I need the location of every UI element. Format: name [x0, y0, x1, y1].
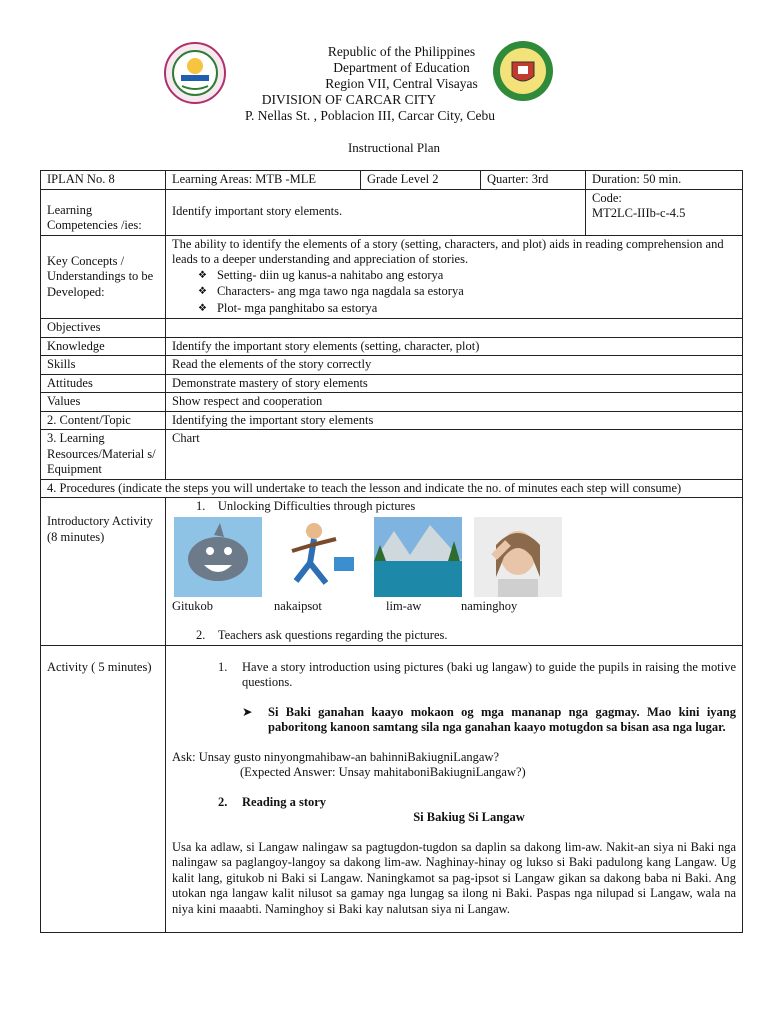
- values-value: Show respect and cooperation: [166, 393, 743, 412]
- caption-naminghoy: naminghoy: [461, 598, 518, 613]
- header-department: Department of Education: [333, 60, 470, 75]
- table-row: [41, 235, 743, 319]
- table-row: [41, 393, 743, 412]
- picture-row: [174, 517, 736, 597]
- key-concepts-list: [172, 268, 736, 318]
- competency-code-cell: [586, 189, 743, 235]
- activity-cell: [166, 645, 743, 933]
- activity-expected: (Expected Answer: Unsay mahitaboniBakiugniLangaw?): [240, 765, 526, 779]
- table-row: [41, 479, 743, 498]
- intro-step-2: 2. Teachers ask questions regarding the pictures.: [196, 628, 448, 642]
- intro-label: [41, 498, 166, 646]
- competency-value: Identify important story elements.: [166, 189, 586, 235]
- procedures-text: 4. Procedures (indicate the steps you will undertake to teach the lesson and indicate the no. of minutes each step will consume): [41, 479, 743, 498]
- table-row: [41, 319, 743, 338]
- table-row: [41, 171, 743, 190]
- instructional-plan-table: [40, 170, 743, 933]
- code-value: MT2LC-IIIb-c-4.5: [592, 206, 686, 220]
- activity-step-2-num: 2.: [218, 794, 228, 809]
- running-man-cartoon-icon: [274, 517, 362, 597]
- activity-step-2-text: Reading a story: [242, 794, 327, 809]
- table-row: [41, 411, 743, 430]
- key-concepts-cell: [166, 235, 743, 319]
- table-row: [41, 374, 743, 393]
- intro-cell: [166, 498, 743, 646]
- activity-step-1: 1. Have a story introduction using pictures (baki ug langaw) to guide the pupils in raising the motive questions.: [218, 659, 736, 689]
- table-row: [41, 498, 743, 646]
- key-concepts-text: The ability to identify the elements of a story (setting, characters, and plot) aids in reading comprehension and leads to a deeper understanding and appreciation of stories.: [172, 236, 724, 266]
- shark-cartoon-icon: [174, 517, 262, 597]
- table-row: [41, 337, 743, 356]
- code-label: Code:: [592, 190, 622, 205]
- grade-level: Grade Level 2: [361, 171, 481, 190]
- header-republic: Republic of the Philippines: [327, 44, 476, 59]
- activity-step-2: [172, 795, 736, 811]
- arrow-bullet-icon: ➤: [242, 704, 253, 719]
- story-title: Si Bakiug Si Langaw: [413, 810, 525, 824]
- attitudes-value: Demonstrate mastery of story elements: [166, 374, 743, 393]
- knowledge-value: Identify the important story elements (setting, character, plot): [166, 337, 743, 356]
- table-row: [41, 430, 743, 480]
- quarter: Quarter: 3rd: [481, 171, 586, 190]
- list-item: ❖ Plot- mga panghitabo sa estorya: [198, 301, 736, 318]
- content-value: Identifying the important story elements: [166, 411, 743, 430]
- intro-step-1-text: Unlocking Difficulties through pictures: [217, 499, 416, 513]
- table-row: [41, 189, 743, 235]
- caption-lim-aw: lim-aw: [386, 598, 422, 613]
- header-address: P. Nellas St. , Poblacion III, Carcar City, Cebu: [245, 108, 495, 123]
- duration: Duration: 50 min.: [586, 171, 743, 190]
- skills-value: Read the elements of the story correctly: [166, 356, 743, 375]
- knowledge-label: Knowledge: [41, 337, 166, 356]
- caption-nakaipsot: nakaipsot: [274, 598, 322, 613]
- key-concepts-label: Key Concepts / Understandings to be Developed:: [41, 235, 166, 319]
- resources-value: Chart: [166, 430, 743, 480]
- picture-captions: [172, 599, 736, 615]
- resources-label: 3. Learning Resources/Material s/ Equipment: [41, 430, 166, 480]
- values-label: Values: [41, 393, 166, 412]
- sad-woman-icon: [474, 517, 562, 597]
- activity-label: [41, 645, 166, 933]
- lake-landscape-icon: [374, 517, 462, 597]
- list-item: ❖ Characters- ang mga tawo nga nagdala sa estorya: [198, 284, 736, 301]
- competency-label: Learning Competencies /ies:: [41, 189, 166, 235]
- header-division: DIVISION OF CARCAR CITY: [261, 92, 437, 107]
- table-row: [41, 645, 743, 933]
- iplan-number: IPLAN No. 8: [41, 171, 166, 190]
- activity-step-1-text: Have a story introduction using pictures (baki ug langaw) to guide the pupils in raising the motive questions.: [242, 659, 736, 689]
- skills-label: Skills: [41, 356, 166, 375]
- activity-ask: Ask: Unsay gusto ninyongmahibaw-an bahinniBakiugniLangaw?: [172, 749, 500, 764]
- activity-arrow-text: Si Baki ganahan kaayo mokaon og mga mananap nga gagmay. Mao kini iyang paboritong kanoon samtang sila nga ganahan kaayo motugdon sa bisan asa nga lugar.: [268, 704, 736, 734]
- objectives-label: Objectives: [41, 319, 166, 338]
- header-region: Region VII, Central Visayas: [325, 76, 478, 91]
- table-row: [41, 356, 743, 375]
- plan-title: Instructional Plan: [347, 140, 441, 155]
- learning-areas: Learning Areas: MTB -MLE: [166, 171, 361, 190]
- activity-label-text: Activity ( 5 minutes): [47, 659, 152, 674]
- intro-step-2-text: Teachers ask questions regarding the pictures.: [217, 628, 448, 642]
- intro-label-text: Introductory Activity (8 minutes): [47, 514, 153, 544]
- attitudes-label: Attitudes: [41, 374, 166, 393]
- intro-step-1: 1. Unlocking Difficulties through pictures: [196, 499, 416, 513]
- content-label: 2. Content/Topic: [41, 411, 166, 430]
- activity-arrow-item: [172, 705, 736, 736]
- document-header: [0, 44, 768, 124]
- objectives-value: [166, 319, 743, 338]
- list-item: ❖ Setting- diin ug kanus-a nahitabo ang estorya: [198, 268, 736, 285]
- caption-gitukob: Gitukob: [172, 598, 213, 613]
- story-text: Usa ka adlaw, si Langaw nalingaw sa pagtugdon-tugdon sa daplin sa dakong lim-aw. Nakit-an siya ni Baki nga nalingaw sa paglangoy-langoy sa dakong lim-aw. Naghinay-hinay og lukso si Baki padulong kang Langaw. Ug kalit lang, gitukob ni Baki si Langaw. Naningkamot sa pag-ipsot si Langaw gikan sa dakong baba ni Baki. Ang utokan nga langaw kalit nilusot sa gamay nga lungag sa ilong ni Baki. Paspas nga nilupad si Langaw, wala na niya kini maaabti. Naminghoy si Baki kay nalutsan siya ni Langaw.: [172, 839, 736, 916]
